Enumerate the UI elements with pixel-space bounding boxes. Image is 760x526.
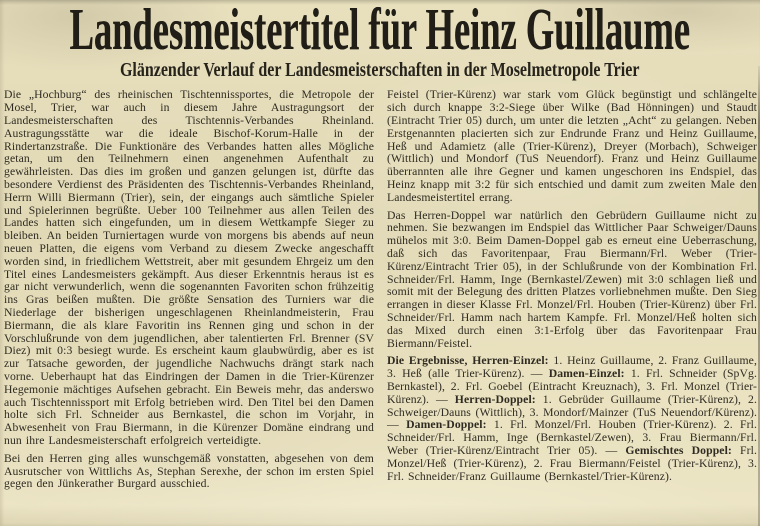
paragraph-text: Bei den Herren ging alles wunschgemäß vonstatten, abgesehen von dem Ausrutscher von Wittlichs As, Stephan Serexhe, der schon im ersten Spiel gegen den Jünkerather Burgard ausschied. [4, 451, 374, 491]
paragraph-text: 1. Heinz Guillaume, 2. Franz Guillaume, 3. Heß (alle Trier-Kürenz). — [387, 354, 757, 381]
article-paragraph [387, 210, 757, 351]
result-category-label: Damen-Doppel: [406, 418, 487, 432]
result-category-label: Die Ergebnisse, Herren-Einzel: [387, 354, 549, 368]
article-paragraph [387, 89, 757, 204]
headline: Landesmeistertitel für Heinz Guillaume [69, 0, 691, 63]
subheadline: Glänzender Verlauf der Landesmeisterschaften in der Moselmetropole Trier [120, 59, 640, 82]
article-column-left [4, 89, 374, 491]
result-category-label: Gemischtes Doppel: [625, 443, 732, 457]
paragraph-text: Feistel (Trier-Kürenz) war stark vom Glück begünstigt und schlängelte sich durch knappe 3:2-Siege über Wilke (Bad Hönningen) und Staudt (Eintracht Trier 05) durch, um unter die letzten „Acht“ zu gelangen. Neben Erstgenannten placierten sich zur Endrunde Franz und Heinz Guillaume, Heß und Adamietz (alle (Trier-Kürenz), Dreyer (Morbach), Schweiger (Wittlich) und Mondorf (TuS Neuendorf). Franz und Heinz Guillaume überrannten alle ihre Gegner und kamen ungeschoren ins Endspiel, das Heinz knapp mit 3:2 für sich entschied und damit zum zweiten Male den Landesmeistertitel errang. [387, 88, 757, 204]
paragraph-text: 1. Gebrüder Guillaume (Trier-Kürenz), 2. Schweiger/Dauns (Wittlich), 3. Mondorf/Mainzer (TuS Neuendorf/Kürenz). — [387, 392, 757, 432]
article-body [0, 80, 760, 491]
paragraph-text: 1. Frl. Monzel/Frl. Houben (Trier-Kürenz). 2. Frl. Schneider/Frl. Hamm, Inge (Bernkastel/Zewen), 3. Frau Biermann/Frl. Weber (Trier-Kürenz/Eintracht Trier 05). — [387, 418, 757, 457]
paragraph-text: Das Herren-Doppel war natürlich den Gebrüdern Guillaume nicht zu nehmen. Sie bezwangen im Endspiel das Wittlicher Paar Schweiger/Dauns mühelos mit 3:0. Beim Damen-Doppel gab es erneut eine Ueberraschung, daß sich das Favoritenpaar, Frau Biermann/Frl. Weber (Trier-Kürenz/Eintracht Trier 05), in der Schlußrunde von der Kombination Frl. Schneider/Frl. Hamm, Inge (Bernkastel/Zewen) mit 3:0 schlagen ließ und somit mit der Belegung des dritten Platzes vorliebnehmen mußte. Den Sieg errangen in dieser Klasse Frl. Monzel/Frl. Houben (Trier-Kürenz) über Frl. Schneider/Frl. Hamm nach hartem Kampfe. Frl. Monzel/Heß holten sich das Mixed durch einen 3:1-Erfolg über das Favoritenpaar Frau Biermann/Feistel. [387, 208, 757, 350]
masthead [0, 0, 760, 80]
article-column-right [387, 89, 757, 491]
article-paragraph [4, 453, 374, 491]
article-paragraph [387, 355, 757, 483]
result-category-label: Herren-Doppel: [454, 392, 536, 406]
paragraph-text: 1. Frl. Schneider (SpVg. Bernkastel), 2. Frl. Goebel (Eintracht Kreuznach), 3. Frl. Monzel (Trier-Kürenz). — [387, 367, 757, 406]
article-paragraph [4, 89, 374, 447]
result-category-label: Damen-Einzel: [548, 367, 625, 381]
paragraph-text: Die „Hochburg“ des rheinischen Tischtennissportes, die Metropole der Mosel, Trier, war auch in diesem Jahre Austragungsort der Landesmeisterschaften des Tischtennis-Verbandes Rheinland. Austragungsstätte war die ideale Bischof-Korum-Halle in der Rindertanzstraße. Die Funktionäre des Verbandes hatten alles Mögliche getan, um den Teilnehmern einen angenehmen Aufenthalt zu gewährleisten. Das dies im großen und ganzen gelungen ist, dürfte das besondere Verdienst des Präsidenten des Tischtennis-Verbandes Rheinland, Herrn Willi Biermann (Trier), sein, der eingangs auch sämtliche Spieler und Spielerinnen begrüßte. Ueber 100 Teilnehmer aus allen Teilen des Landes hatten sich eingefunden, um in diesem Wettkampfe Sieger zu bleiben. An beiden Turniertagen wurde von morgens bis abends auf neun neuen Platten, die eigens vom Verband zu diesem Zwecke angeschafft worden sind, in friedlichem Wettstreit, aber mit gesundem Ehrgeiz um den Titel eines Landesmeisters gekämpft. Aus dieser Erkenntnis heraus ist es gar nicht verwunderlich, wenn die sogenannten Favoriten schon frühzeitig ins Gras beißen mußten. Die größte Sensation des Turniers war die Niederlage der bisherigen ungeschlagenen Rheinlandmeisterin, Frau Biermann, die als klare Favoritin ins Rennen ging und schon in der Vorschlußrunde von dem jugendlichen, aber talentierten Frl. Brenner (SV Diez) mit 0:3 besiegt wurde. Es erscheint kaum glaubwürdig, aber es ist zur Tatsache geworden, der jugendliche Nachwuchs drängt stark nach vorne. Ueberhaupt hat das Eindringen der Damen in die Trier-Kürenzer Hegemonie mächtiges Aufsehen gebracht. Ein Beweis mehr, das anderswo auch Tischtennissport mit Erfolg betrieben wird. Den Titel bei den Damen holte sich Frl. Schneider aus Bernkastel, die schon im Vorjahr, in Abwesenheit von Frau Biermann, in die Kürenzer Domäne eindrang und nun ihre Landesmeisterschaft erfolgreich verteidigte. [4, 88, 374, 447]
paragraph-text: Frl. Monzel/Heß (Trier-Kürenz), 2. Frau Biermann/Feistel (Trier-Kürenz), 3. Frl. Schneider/Franz Guillaume (Bernkastel/Trier-Kürenz). [387, 443, 757, 483]
